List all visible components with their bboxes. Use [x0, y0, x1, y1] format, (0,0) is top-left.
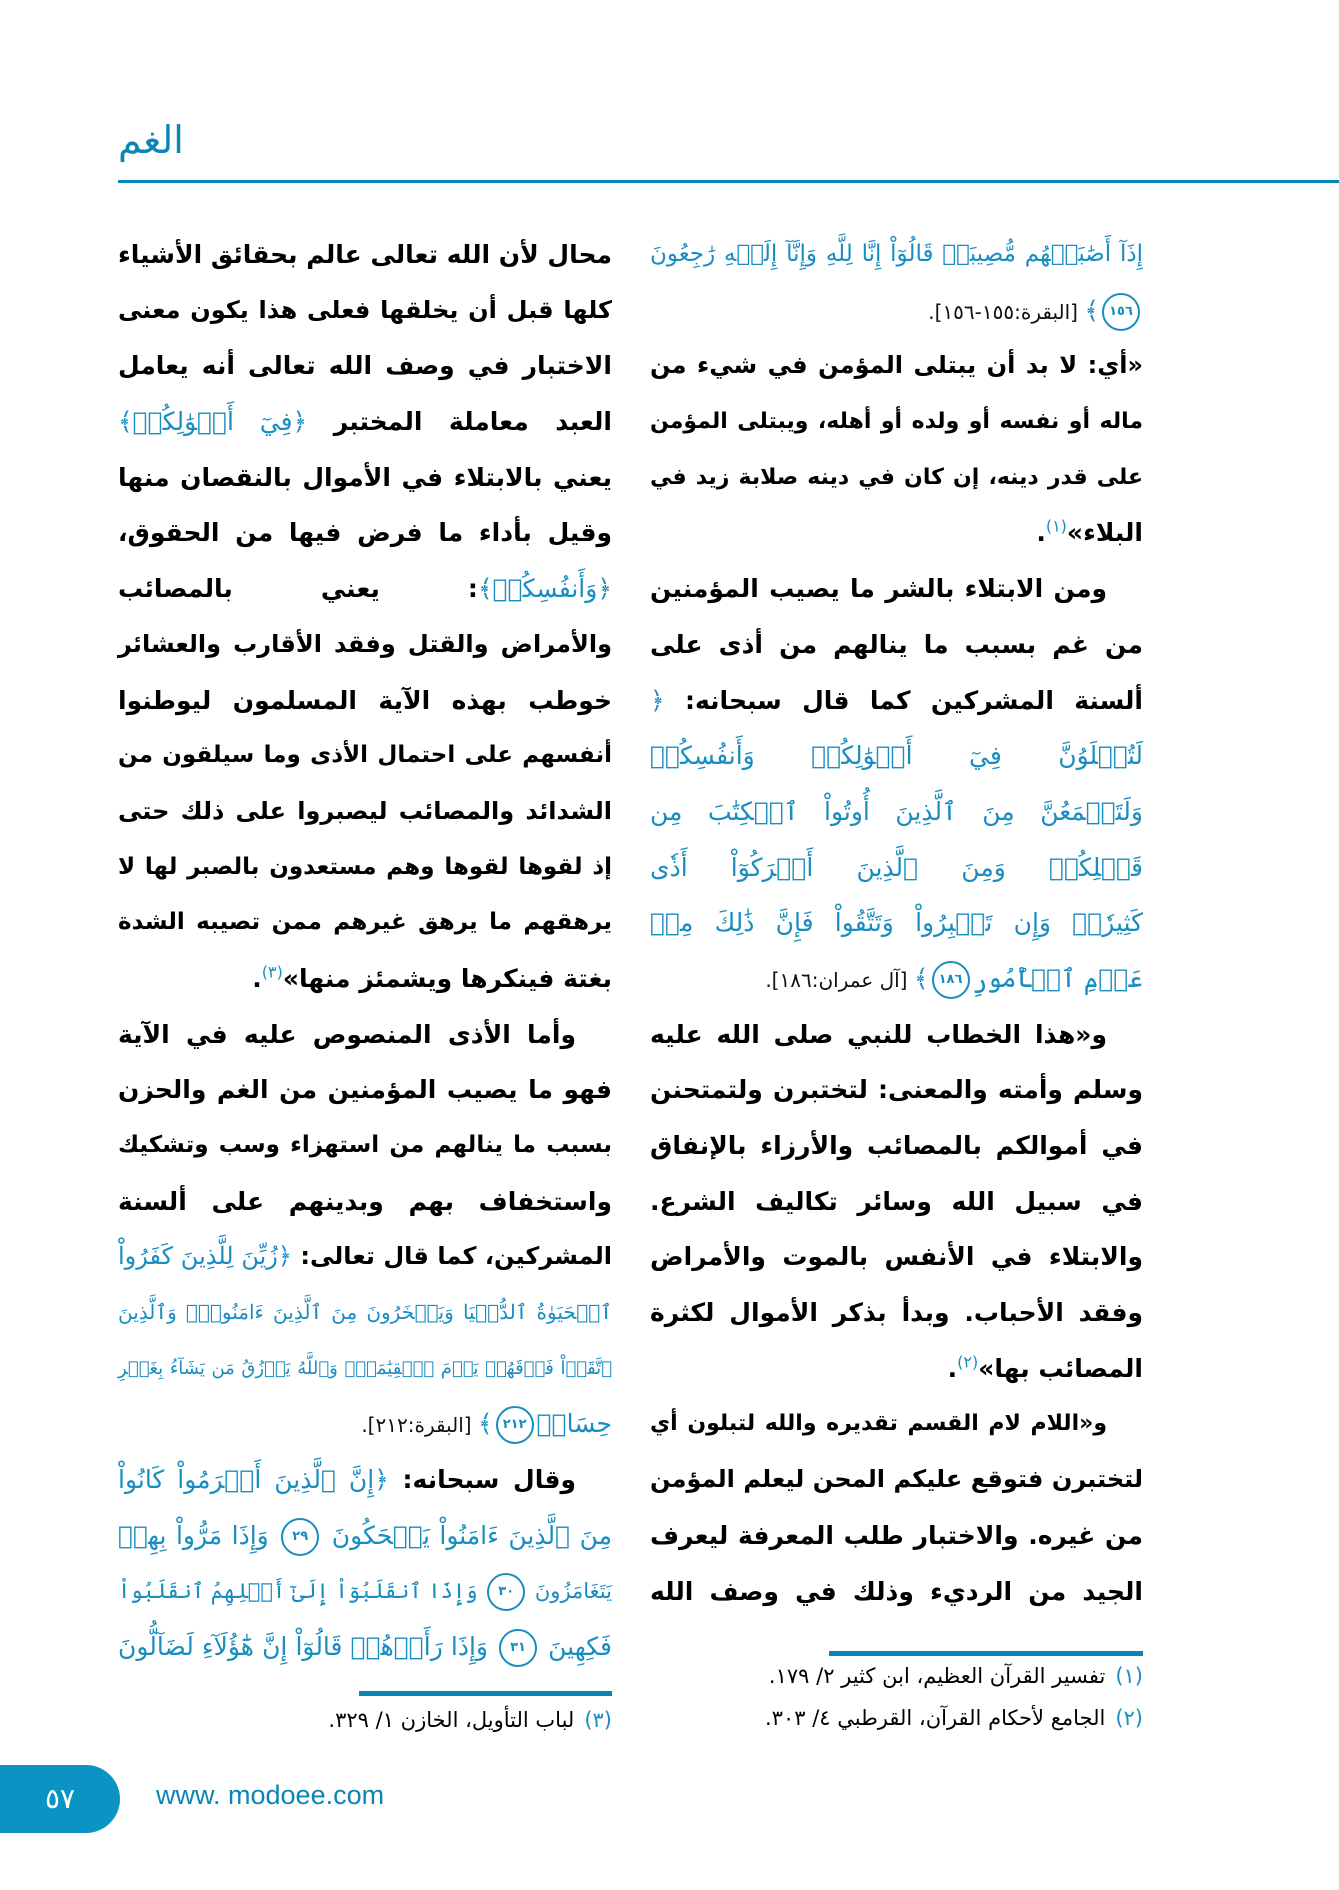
text-line [118, 728, 612, 784]
left-text-column [118, 227, 612, 1675]
quran-verse-text: حِسَابٖ [536, 1409, 612, 1439]
body-text: وقيل بأداء ما فرض فيها من الحقوق، [118, 518, 612, 548]
text-line [118, 1564, 612, 1620]
body-text: و«هذا الخطاب للنبي صلى الله عليه [650, 1019, 1107, 1049]
text-line [118, 1508, 612, 1564]
body-text: أنفسهم على احتمال الأذى وما سيلقون من [118, 742, 612, 769]
body-text: والابتلاء في الأنفس بالموت والأمراض [650, 1242, 1143, 1272]
text-line [650, 840, 1143, 896]
header-divider [118, 180, 1339, 183]
quran-verse-text: وَإِذَا مَرُّواْ بِهِمۡ [118, 1520, 279, 1550]
quran-verse-text: وَإِذَا رَأَوۡهُمۡ قَالُوٓاْ إِنَّ هَٰٓؤُلَآءِ لَضَآلُّونَ [118, 1632, 497, 1662]
footnote-marker[interactable]: (٣) [261, 962, 283, 982]
body-text: لتختبرن فتوقع عليكم المحن ليعلم المؤمن [650, 1465, 1143, 1494]
quran-verse-text: لَتُبۡلَوُنَّ فِيٓ أَمۡوَٰلِكُمۡ وَأَنفُسِكُمۡ [650, 741, 1143, 771]
body-text: خوطب بهذه الآية المسلمون ليوطنوا [118, 685, 612, 715]
body-text: المشركين، كما قال تعالى: [291, 1242, 613, 1271]
body-text: من غيره. والاختبار طلب المعرفة ليعرف [650, 1520, 1143, 1550]
footnote-number: (٣) [584, 1708, 612, 1732]
body-text: من غم بسبب ما ينالهم من أذى على [650, 629, 1143, 659]
body-text: بسبب ما ينالهم من استهزاء وسب وتشكيك [118, 1132, 612, 1158]
ayah-number-marker: ٣١ [499, 1629, 537, 1667]
text-line [650, 450, 1143, 506]
footnote-text: الجامع لأحكام القرآن، القرطبي ٤/ ٣٠٣. [764, 1706, 1106, 1730]
body-text: العبد معاملة المختبر [307, 407, 612, 437]
text-line [650, 1564, 1143, 1620]
text-line [650, 1118, 1143, 1174]
right-text-column [650, 227, 1143, 1619]
text-line [118, 1229, 612, 1285]
quran-verse-text: كَثِيرٗاۚ وَإِن تَصۡبِرُواْ وَتَتَّقُواْ فَإِنَّ ذَٰلِكَ مِنۡ [650, 908, 1143, 938]
text-line [650, 617, 1143, 673]
text-line [650, 1452, 1143, 1508]
quran-verse-text: ٱتَّقَوۡاْ فَوۡقَهُمۡ يَوۡمَ ٱلۡقِيَٰمَةِۗ وَٱللَّهُ يَرۡزُقُ مَن يَشَآءُ بِغَيۡرِ [118, 1357, 612, 1379]
ayah-number-marker: ٣٠ [487, 1573, 525, 1611]
body-text: إذ لقوها لقوها وهم مستعدون بالصبر لها لا [118, 853, 612, 880]
text-line [118, 505, 612, 561]
text-line [118, 784, 612, 840]
text-line [650, 227, 1143, 283]
text-line [650, 1508, 1143, 1564]
quran-verse-text: فِيٓ أَمۡوَٰلِكُمۡ [132, 407, 293, 437]
text-line [118, 1285, 612, 1341]
body-text: ألسنة المشركين كما قال سبحانه: [664, 685, 1143, 715]
body-text: وسلم وأمته والمعنى: لتختبرن ولتمتحنن [650, 1075, 1143, 1105]
body-text: «أي: لا بد أن يبتلى المؤمن في شيء من [650, 351, 1143, 380]
text-line [118, 1341, 612, 1397]
body-text: محال لأن الله تعالى عالم بحقائق الأشياء [118, 240, 612, 269]
ayah-number-marker: ١٨٦ [932, 961, 970, 999]
ornate-bracket-icon: ﴿ [650, 685, 665, 715]
footnote-marker[interactable]: (١) [1045, 517, 1067, 537]
ornate-bracket-icon: ﴿ [277, 1242, 292, 1271]
quran-verse-text: زُيِّنَ لِلَّذِينَ كَفَرُواْ [118, 1242, 278, 1271]
text-line [650, 1007, 1143, 1063]
ornate-bracket-icon: ﴿ [374, 1465, 389, 1495]
text-line [650, 1285, 1143, 1341]
text-line [650, 895, 1143, 951]
verse-reference: [البقرة:١٥٥-١٥٦]. [928, 299, 1085, 324]
text-line [118, 1619, 612, 1675]
text-line [650, 338, 1143, 394]
ornate-bracket-icon: ﴾ [477, 574, 493, 604]
text-line [118, 1174, 612, 1230]
body-text: . [1036, 518, 1046, 548]
verse-reference: [آل عمران:١٨٦]. [765, 967, 914, 992]
footnote-marker[interactable]: (٢) [957, 1352, 979, 1372]
footnote-divider-left [359, 1691, 612, 1696]
quran-verse-text: وَإِذَا ٱنقَلَبُوٓاْ إِلَىٰٓ أَهۡلِهِمُ ٱنقَلَبُواْ [118, 1578, 485, 1603]
ornate-bracket-icon: ﴾ [477, 1409, 493, 1439]
ayah-number-marker: ١٥٦ [1102, 293, 1140, 331]
text-line [650, 283, 1143, 339]
text-line [650, 1229, 1143, 1285]
ayah-number-marker: ٢٩ [281, 1518, 319, 1556]
body-text: في سبيل الله وسائر تكاليف الشرع. [650, 1186, 1143, 1216]
body-text: وفقد الأحباب. وبدأ بذكر الأموال لكثرة [650, 1298, 1143, 1328]
body-text: وأما الأذى المنصوص عليه في الآية [118, 1019, 576, 1049]
ayah-number-marker: ٢١٢ [496, 1406, 534, 1444]
footnote-divider-right [829, 1651, 1143, 1656]
text-line [650, 673, 1143, 729]
body-text: الشدائد والمصائب ليصبروا على ذلك حتى [118, 796, 612, 825]
footnote-text: لباب التأويل، الخازن ١/ ٣٢٩. [328, 1708, 575, 1732]
body-text: واستخفاف بهم وبدينهم على ألسنة [118, 1186, 612, 1216]
text-line [650, 784, 1143, 840]
text-line [118, 673, 612, 729]
body-text: والأمراض والقتل وفقد الأقارب والعشائر [118, 629, 612, 658]
text-line [118, 283, 612, 339]
text-line [118, 1062, 612, 1118]
text-line [650, 394, 1143, 450]
page-number-tab: ٥٧ [0, 1765, 120, 1833]
quran-verse-text: ٱلۡحَيَوٰةُ ٱلدُّنۡيَا وَيَسۡخَرُونَ مِنَ ٱلَّذِينَ ءَامَنُواْۘ وَٱلَّذِينَ [118, 1300, 612, 1325]
body-text: : يعني بالمصائب [118, 574, 478, 604]
website-link[interactable]: www. modoee.com [156, 1780, 385, 1810]
body-text: . [947, 1353, 958, 1383]
body-text: يعني بالابتلاء في الأموال بالنقصان منها [118, 462, 612, 492]
verse-reference: [البقرة:٢١٢]. [361, 1413, 478, 1438]
text-line [118, 227, 612, 283]
text-line [650, 951, 1143, 1007]
footnote-3 [328, 1708, 612, 1732]
body-text: ومن الابتلاء بالشر ما يصيب المؤمنين [650, 574, 1107, 604]
text-line [650, 728, 1143, 784]
text-line [118, 951, 612, 1007]
text-line [118, 338, 612, 394]
body-text: وقال سبحانه: [388, 1465, 576, 1495]
text-line [118, 840, 612, 896]
body-text: في أموالكم بالمصائب والأرزاء بالإنفاق [650, 1131, 1143, 1160]
footnote-2 [765, 1706, 1143, 1730]
text-line [650, 1396, 1143, 1452]
body-text: بغتة فينكرها ويشمئز منها» [282, 963, 612, 993]
ornate-bracket-icon: ﴿ [292, 407, 308, 437]
ornate-bracket-icon: ﴾ [1084, 295, 1099, 325]
text-line [118, 1007, 612, 1063]
text-line [650, 1341, 1143, 1397]
body-text: المصائب بها» [978, 1353, 1143, 1383]
quran-verse-text: فَكِهِينَ [540, 1632, 612, 1662]
text-line [118, 561, 612, 617]
quran-verse-text: إِنَّ ٱلَّذِينَ أَجۡرَمُواْ كَانُواْ [118, 1465, 375, 1495]
footnote-number: (١) [1115, 1664, 1143, 1688]
text-line [650, 505, 1143, 561]
chapter-title: الغم [118, 118, 184, 162]
body-text: الاختبار في وصف الله تعالى أنه يعامل [118, 351, 612, 381]
quran-verse-text: قَبۡلِكُمۡ وَمِنَ ٱلَّذِينَ أَشۡرَكُوٓاْ أَذٗى [650, 852, 1143, 882]
body-text: فهو ما يصيب المؤمنين من الغم والحزن [118, 1075, 612, 1105]
text-line [118, 1118, 612, 1174]
body-text: يرهقهم ما يرهق غيرهم ممن تصيبه الشدة [118, 909, 612, 936]
text-line [650, 561, 1143, 617]
body-text: على قدر دينه، إن كان في دينه صلابة زيد في [650, 464, 1143, 490]
footnote-1 [769, 1664, 1143, 1688]
text-line [118, 394, 612, 450]
footnote-number: (٢) [1115, 1706, 1143, 1730]
body-text: كلها قبل أن يخلقها فعلى هذا يكون معنى [118, 295, 612, 324]
ornate-bracket-icon: ﴾ [118, 407, 133, 437]
text-line [118, 1396, 612, 1452]
quran-verse-text: إِذَآ أَصَٰبَتۡهُم مُّصِيبَةٞ قَالُوٓاْ إِنَّا لِلَّهِ وَإِنَّآ إِلَيۡهِ رَٰجِعُونَ [650, 241, 1143, 267]
quran-verse-text: عَزۡمِ ٱلۡأُمُورِ [972, 963, 1143, 993]
body-text: . [252, 963, 262, 993]
quran-verse-text: وَأَنفُسِكُمۡ [492, 574, 598, 604]
text-line [118, 617, 612, 673]
text-line [650, 1062, 1143, 1118]
body-text: ماله أو نفسه أو ولده أو أهله، ويبتلى المؤمن [650, 409, 1143, 435]
body-text: الجيد من الرديء وذلك في وصف الله [650, 1576, 1143, 1606]
quran-verse-text: يَتَغَامَزُونَ [528, 1578, 612, 1603]
body-text: البلاء» [1066, 518, 1143, 548]
body-text: و«اللام لام القسم تقديره والله لتبلون أي [650, 1411, 1107, 1437]
footnote-text: تفسير القرآن العظيم، ابن كثير ٢/ ١٧٩. [768, 1664, 1106, 1688]
quran-verse-text: مِنَ ٱلَّذِينَ ءَامَنُواْ يَضۡحَكُونَ [322, 1520, 612, 1550]
ornate-bracket-icon: ﴿ [597, 574, 612, 604]
ornate-bracket-icon: ﴾ [913, 963, 929, 993]
text-line [118, 895, 612, 951]
text-line [118, 1452, 612, 1508]
text-line [118, 450, 612, 506]
text-line [650, 1174, 1143, 1230]
quran-verse-text: وَلَتَسۡمَعُنَّ مِنَ ٱلَّذِينَ أُوتُواْ ٱلۡكِتَٰبَ مِن [650, 796, 1143, 826]
